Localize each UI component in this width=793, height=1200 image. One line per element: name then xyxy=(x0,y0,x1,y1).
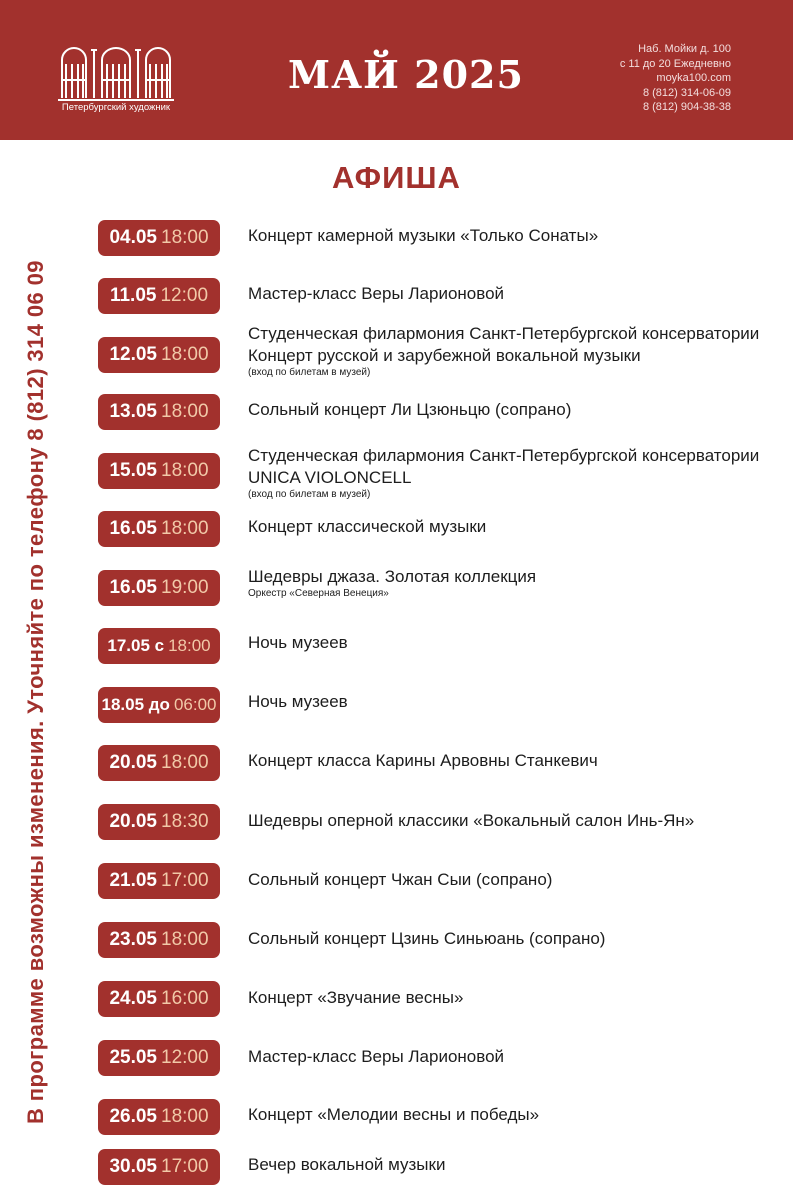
event-date: 20.05 xyxy=(109,752,157,773)
date-badge xyxy=(98,337,220,373)
phone-1[interactable]: 8 (812) 314-06-09 xyxy=(642,86,731,99)
date-badge xyxy=(98,511,220,547)
header-banner xyxy=(0,0,793,140)
section-title: АФИША xyxy=(332,160,461,195)
side-notice: В программе возможны изменения. Уточняйте по телефону 8 (812) 314 06 09 xyxy=(23,260,48,1124)
event-description xyxy=(248,869,788,891)
event-description xyxy=(248,691,788,713)
contact-info xyxy=(620,42,731,115)
event-date: 12.05 xyxy=(109,344,157,365)
event-time: 18:30 xyxy=(161,811,209,832)
event-time: 18:00 xyxy=(161,1106,209,1127)
event-date: 23.05 xyxy=(109,929,157,950)
event-date: 30.05 xyxy=(109,1156,157,1177)
event-title-line: Ночь музеев xyxy=(248,692,348,711)
event-title-line: Сольный концерт Цзинь Синьюань (сопрано) xyxy=(248,929,606,948)
event-date: 11.05 xyxy=(109,285,157,306)
event-date: 21.05 xyxy=(109,870,157,891)
event-time: 18:00 xyxy=(161,929,209,950)
phone-2[interactable]: 8 (812) 904-38-38 xyxy=(642,101,731,113)
page-title: МАЙ 2025 xyxy=(288,52,524,97)
museum-facade-icon xyxy=(56,40,176,102)
date-badge xyxy=(98,394,220,430)
event-time: 18:00 xyxy=(168,636,211,655)
website[interactable]: moyka100.com xyxy=(656,72,731,84)
event-title-line: Мастер-класс Веры Ларионовой xyxy=(248,284,505,303)
event-description xyxy=(248,987,788,1009)
event-title-line: Студенческая филармония Санкт-Петербургской консерватории xyxy=(248,324,760,343)
opening-hours: с 11 до 20 Ежедневно xyxy=(619,57,731,70)
date-badge xyxy=(98,220,220,256)
event-description xyxy=(248,283,788,305)
date-badge xyxy=(98,981,220,1017)
event-time: 18:00 xyxy=(161,344,209,365)
event-time: 16:00 xyxy=(161,988,209,1009)
date-badge xyxy=(98,453,220,489)
logo-caption: Петербургский художник xyxy=(61,102,171,113)
event-title-line: Концерт русской и зарубежной вокальной музыки xyxy=(248,346,641,365)
event-date: 13.05 xyxy=(109,401,157,422)
event-title-line: Студенческая филармония Санкт-Петербургской консерватории xyxy=(248,446,760,465)
event-description xyxy=(248,810,788,832)
date-badge xyxy=(98,863,220,899)
event-time: 12:00 xyxy=(160,285,209,306)
event-time: 17:00 xyxy=(161,870,209,891)
event-title-line: Концерт «Мелодии весны и победы» xyxy=(248,1105,540,1124)
event-description xyxy=(248,750,788,772)
event-title-line: Шедевры джаза. Золотая коллекция xyxy=(248,567,537,586)
event-title-line: Концерт «Звучание весны» xyxy=(248,988,464,1007)
event-description xyxy=(248,1154,788,1176)
event-time: 19:00 xyxy=(161,577,209,598)
event-date: 24.05 xyxy=(109,988,157,1009)
event-time: 18:00 xyxy=(161,227,209,248)
event-date: 04.05 xyxy=(109,227,157,248)
event-description xyxy=(248,632,788,654)
event-title-line: Мастер-класс Веры Ларионовой xyxy=(248,1047,505,1066)
event-title-line: Вечер вокальной музыки xyxy=(248,1155,446,1174)
event-date: 18.05 до xyxy=(101,695,170,714)
date-badge xyxy=(98,1149,220,1185)
date-badge xyxy=(98,1099,220,1135)
event-date: 26.05 xyxy=(109,1106,157,1127)
event-title-line: Сольный концерт Ли Цзюньцю (сопрано) xyxy=(248,400,572,419)
event-time: 12:00 xyxy=(161,1047,209,1068)
date-badge xyxy=(98,687,220,723)
event-date: 15.05 xyxy=(109,460,157,481)
event-title-line: Концерт камерной музыки «Только Сонаты» xyxy=(248,226,599,245)
event-description xyxy=(248,399,788,421)
logo xyxy=(56,40,176,120)
event-note: (вход по билетам в музей) xyxy=(248,489,371,500)
event-time: 17:00 xyxy=(161,1156,209,1177)
date-badge xyxy=(98,278,220,314)
event-date: 20.05 xyxy=(109,811,157,832)
event-description xyxy=(248,1104,788,1126)
event-description xyxy=(248,445,788,501)
event-date: 16.05 xyxy=(109,577,157,598)
event-time: 06:00 xyxy=(173,695,217,714)
event-description xyxy=(248,225,788,247)
event-title-line: UNICA VIOLONCELL xyxy=(248,468,412,487)
date-badge xyxy=(98,922,220,958)
event-time: 18:00 xyxy=(161,518,209,539)
event-date: 17.05 с xyxy=(107,636,165,655)
date-badge xyxy=(98,1040,220,1076)
event-date: 16.05 xyxy=(109,518,157,539)
event-description xyxy=(248,566,788,600)
date-badge xyxy=(98,628,220,664)
event-title-line: Ночь музеев xyxy=(248,633,348,652)
event-time: 18:00 xyxy=(161,752,209,773)
address: Наб. Мойки д. 100 xyxy=(638,43,731,55)
date-badge xyxy=(98,570,220,606)
event-date: 25.05 xyxy=(109,1047,157,1068)
event-description xyxy=(248,323,788,379)
event-note: Оркестр «Северная Венеция» xyxy=(248,588,389,599)
event-title-line: Концерт класса Карины Арвовны Станкевич xyxy=(248,751,598,770)
event-title-line: Концерт классической музыки xyxy=(248,517,487,536)
event-title-line: Сольный концерт Чжан Сыи (сопрано) xyxy=(248,870,553,889)
event-time: 18:00 xyxy=(161,460,209,481)
event-description xyxy=(248,516,788,538)
date-badge xyxy=(98,804,220,840)
event-description xyxy=(248,1046,788,1068)
event-title-line: Шедевры оперной классики «Вокальный салон Инь-Ян» xyxy=(248,811,695,830)
event-note: (вход по билетам в музей) xyxy=(248,367,371,378)
event-description xyxy=(248,928,788,950)
event-time: 18:00 xyxy=(161,401,209,422)
date-badge xyxy=(98,745,220,781)
